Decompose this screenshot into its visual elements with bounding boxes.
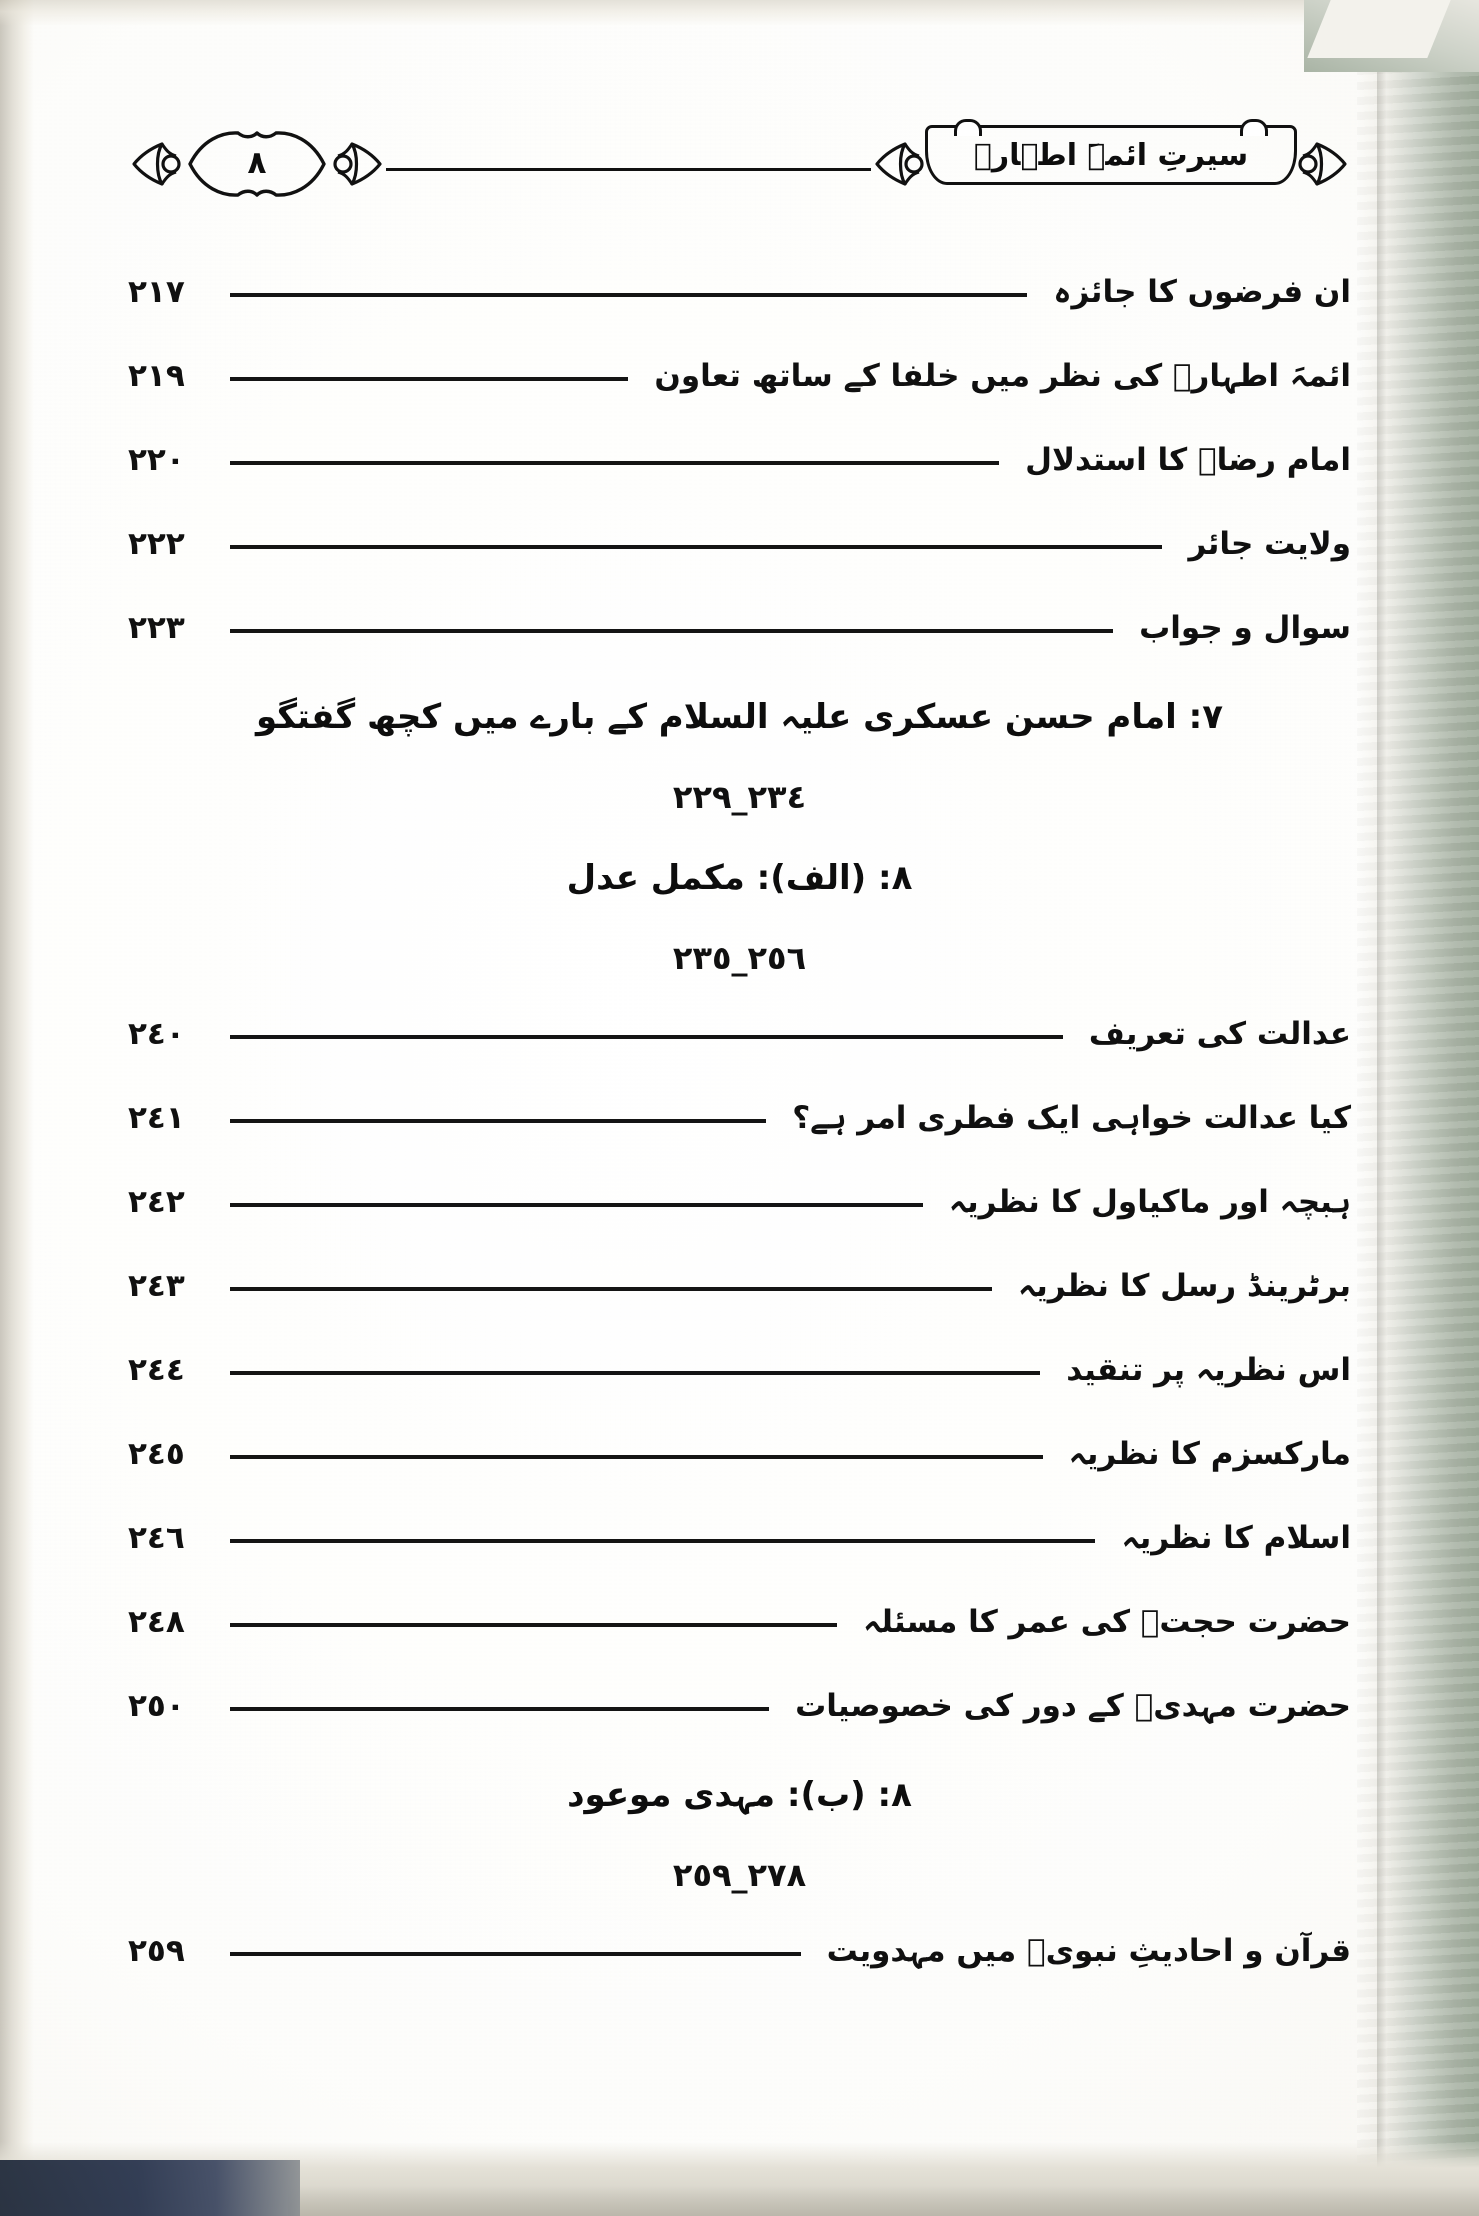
toc-entry[interactable] [128, 1412, 1351, 1496]
toc-leader-line [230, 1035, 1063, 1038]
toc-entry[interactable] [128, 1328, 1351, 1412]
toc-leader-line [230, 629, 1113, 632]
toc-entry[interactable] [128, 502, 1351, 586]
toc-entry[interactable] [128, 334, 1351, 418]
toc-entry-title: اس نظریہ پر تنقید [1066, 1351, 1351, 1388]
toc-entry-title: عدالت کی تعریف [1088, 1015, 1351, 1052]
running-header-title: سیرتِ ائمہَ اطہارؑ [973, 138, 1249, 173]
toc-entry[interactable] [128, 418, 1351, 502]
toc-entry-page-number: ٢٤٥ [128, 1435, 185, 1472]
toc-entry-page-number: ٢١٩ [128, 357, 185, 394]
toc-entry[interactable] [128, 1580, 1351, 1664]
toc-entry[interactable] [128, 250, 1351, 334]
toc-entry-title: قرآن و احادیثِ نبویؐ میں مہدویت [826, 1932, 1351, 1969]
toc-section-block[interactable] [128, 831, 1351, 992]
toc-section-heading: ٨: (ب): مہدی موعود [567, 1775, 912, 1815]
toc-section-page-range: ٢٣٤_٢٢٩ [672, 778, 807, 816]
ornament-bowtie-icon [873, 136, 925, 192]
toc-entry-title: حضرت مہدیؑ کے دور کی خصوصیات [795, 1687, 1351, 1724]
toc-entry[interactable] [128, 586, 1351, 670]
toc-leader-line [230, 1287, 992, 1290]
toc-entry-page-number: ٢٤٦ [128, 1519, 185, 1556]
page-number: ٨ [247, 144, 267, 181]
page-number-lozenge [182, 128, 332, 200]
toc-entry-page-number: ٢٤٤ [128, 1351, 185, 1388]
toc-entry-title: برٹرینڈ رسل کا نظریہ [1017, 1267, 1351, 1304]
toc-entry-page-number: ٢٥٩ [128, 1932, 185, 1969]
toc-entry-page-number: ٢٤٠ [128, 1015, 185, 1052]
toc-leader-line [230, 293, 1027, 296]
table-of-contents [128, 250, 1351, 1993]
toc-section-page-range: ٢٧٨_٢٥٩ [672, 1856, 807, 1894]
toc-entry-title: اسلام کا نظریہ [1121, 1519, 1351, 1556]
ornament-bowtie-icon [130, 136, 182, 192]
toc-leader-line [230, 377, 628, 380]
toc-leader-line [230, 1371, 1040, 1374]
toc-leader-line [230, 1707, 769, 1710]
ornament-bowtie-icon [332, 136, 384, 192]
toc-entry[interactable] [128, 1244, 1351, 1328]
toc-section-heading: ٨: (الف): مکمل عدل [566, 858, 913, 898]
toc-leader-line [230, 545, 1162, 548]
ornament-bowtie-icon [1297, 136, 1349, 192]
toc-entry-title: مارکسزم کا نظریہ [1068, 1435, 1351, 1472]
toc-section-heading: ٧: امام حسن عسکری علیہ السلام کے بارے میں کچھ گفتگو [255, 697, 1224, 737]
toc-leader-line [230, 1203, 923, 1206]
toc-leader-line [230, 1455, 1043, 1458]
toc-entry-page-number: ٢٤٣ [128, 1267, 185, 1304]
toc-entry-page-number: ٢٥٠ [128, 1687, 185, 1724]
toc-entry-page-number: ٢١٧ [128, 273, 185, 310]
toc-entry[interactable] [128, 1664, 1351, 1748]
toc-section-block[interactable] [128, 1748, 1351, 1909]
toc-entry-page-number: ٢٤٢ [128, 1183, 185, 1220]
toc-leader-line [230, 1623, 837, 1626]
toc-entry-title: کیا عدالت خواہی ایک فطری امر ہے؟ [792, 1099, 1351, 1136]
toc-entry[interactable] [128, 1909, 1351, 1993]
toc-entry-title: امام رضاؑ کا استدلال [1025, 441, 1351, 478]
toc-entry-title: ہبچہ اور ماکیاول کا نظریہ [948, 1183, 1351, 1220]
toc-leader-line [230, 1119, 766, 1122]
toc-leader-line [230, 1539, 1095, 1542]
toc-entry-title: ائمہَ اطہارؑ کی نظر میں خلفا کے ساتھ تعاون [654, 357, 1351, 394]
toc-entry-page-number: ٢٢٢ [128, 525, 185, 562]
toc-section-page-range: ٢٥٦_٢٣٥ [672, 939, 807, 977]
header-divider-rule [386, 168, 871, 171]
toc-entry[interactable] [128, 1496, 1351, 1580]
toc-leader-line [230, 461, 999, 464]
toc-entry-page-number: ٢٤٨ [128, 1603, 185, 1640]
toc-entry-title: حضرت حجتؑ کی عمر کا مسئلہ [863, 1603, 1351, 1640]
toc-entry[interactable] [128, 992, 1351, 1076]
toc-entry-title: ان فرضوں کا جائزہ [1053, 273, 1351, 310]
toc-entry-page-number: ٢٢٠ [128, 441, 185, 478]
toc-section-block[interactable] [128, 670, 1351, 831]
toc-entry-page-number: ٢٤١ [128, 1099, 185, 1136]
toc-entry-title: سوال و جواب [1139, 609, 1351, 646]
header-title-cartouche [925, 125, 1297, 203]
running-header [130, 118, 1349, 210]
toc-entry[interactable] [128, 1160, 1351, 1244]
toc-entry-page-number: ٢٢٣ [128, 609, 185, 646]
toc-entry[interactable] [128, 1076, 1351, 1160]
toc-leader-line [230, 1952, 801, 1955]
toc-entry-title: ولایت جائر [1188, 525, 1351, 562]
